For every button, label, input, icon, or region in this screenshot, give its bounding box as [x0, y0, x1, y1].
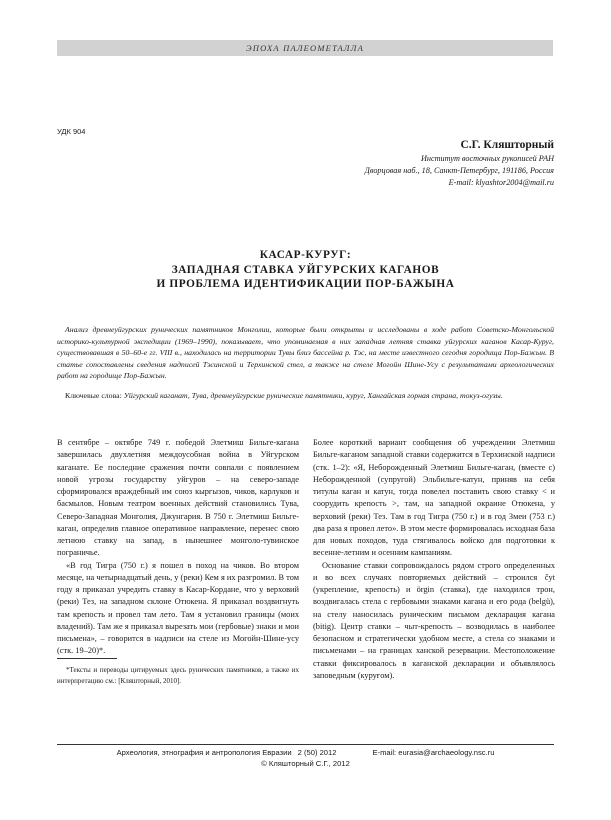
paragraph: «В год Тигра (750 г.) я пошел в поход на чиков. Во втором месяце, на четырнадцатый день, у (реки) Кем я их разгромил. В том году я приказал учредить ставку в Касар-Кордане, что у верховий (реки) Тез, на западном склоне Отюкена. Я приказал воздвигнуть там крепость и провел там лето. Там я установил границы (моих владений). Там же я приказал вырезать мои (гербовые) знаки и мои письмена», – говорится в надписи на стеле из Могойн-Шине-усу (стк. 19–20)*. — [57, 560, 299, 656]
journal-email: E-mail: eurasia@archaeology.nsc.ru — [372, 748, 495, 757]
affiliation-institute: Институт восточных рукописей РАН — [421, 154, 554, 163]
article-title — [57, 248, 554, 292]
section-header: ЭПОХА ПАЛЕОМЕТАЛЛА — [246, 43, 364, 53]
keywords-label: Ключевые слова: — [65, 391, 122, 400]
footer-divider — [57, 744, 554, 745]
abstract: Анализ древнеуйгурских рунических памятников Монголии, которые были открыты и исследованы в ходе работ Советско-Монгольской историко-культурной экспедиции (1969–1990), показывает, что упоминаемая в них западная летняя ставка уйгурских каганов Касар-Куруг, существовавшая в 50–60-е гг. VIII в., находилась на территории Тувы близ бассейна р. Тэс, на месте известного сегодня городища Пор-Бажын. В статье сопоставлены сведения надписей Тэсинской и Терхинской стел, а также на стеле Могойн Шине-Усу с результатами археологических работ на городище Пор-Бажын. — [57, 325, 554, 380]
author-affiliation — [365, 153, 554, 190]
copyright: © Кляшторный С.Г., 2012 — [261, 759, 350, 768]
journal-name: Археология, этнография и антропология Евразии — [116, 748, 292, 757]
paragraph: В сентябре – октябре 749 г. победой Элетмиш Бильге-кагана завершилась двухлетняя междоусобная война в Уйгурском каганате. Ее последние сражения почти совпали с появлением новой угрозы государству уйгуров – на северо-западе сформировался враждебный им союз кыргызов, чиков, карлуков и басмылов. Новым театром военных действий становились Тува, Северо-Западная Монголия, Джунгария. В 750 г. Элетмиш Бильге-каган, определив главное оперативное направление, перенес свою летнюю ставку на запад, в нынешнее монголо-тувинское пограничье. — [57, 438, 299, 558]
keywords — [57, 390, 554, 402]
footnote: *Тексты и переводы цитируемых здесь рунических памятников, а также их интерпретацию см.: [Кляшторный, 2010]. — [57, 666, 299, 685]
title-line: ЗАПАДНАЯ СТАВКА УЙГУРСКИХ КАГАНОВ — [171, 263, 440, 276]
affiliation-address: Дворцовая наб., 18, Санкт-Петербург, 191186, Россия — [364, 166, 554, 176]
right-column — [313, 437, 555, 682]
section-header-bar — [57, 40, 553, 56]
left-column — [57, 437, 299, 658]
paragraph: Более короткий вариант сообщения об учреждении Элетмиш Бильге-каганом западной ставки содержится в Терхинской надписи (стк. 1–2): «Я, Неборожденный Элетмиш Бильге-каган, (вместе с) Неборожденной (супругой) Эльбильге-катун, приняв на себя титулы каган и катун, тогда повелел поставить свою ставку < и соорудить крепость >, там, на западной окраине Отюкена, у верховий (реки) Тез. Там в год Тигра (750 г.) и в год Змеи (753 г.) два раза я провел лето». В этом месте формировалась исходная база для новых походов, туда стягивалось войско для подготовки к весенне-летним и осенним кампаниям. — [313, 438, 555, 558]
journal-issue: 2 (50) 2012 — [297, 748, 337, 757]
title-line: КАСАР-КУРУГ: — [259, 249, 352, 261]
affiliation-email: E-mail: klyashtor2004@mail.ru — [448, 178, 554, 188]
udk-code: УДК 904 — [57, 127, 86, 136]
footer-journal-line — [57, 748, 554, 757]
paragraph: Основание ставки сопровождалось рядом строго определенных и во всех случаях повторяемых действий – строился čyt (укрепление, крепость) и örgin (ставка), где находился трон, воздвигалась стела с гербовыми знаками кагана и его рода (belgü), на стелу наносилась руническим письмом декларация кагана (bitig). Центр ставки – чыт-крепость – возводилась в наиболее безопасном и стратегически удобном месте, а стела со знаками и письменами – на границах ханской резервации. Местоположение ставки фиксировалось в каганской декларации и объявлялось заповедным (куруғом). — [313, 560, 555, 680]
keywords-value: Уйгурский каганат, Тува, древнеуйгурские рунические памятники, куруг, Хангайская горная страна, токуз-огузы. — [123, 391, 503, 400]
title-line: И ПРОБЛЕМА ИДЕНТИФИКАЦИИ ПОР-БАЖЫНА — [156, 278, 455, 290]
author-name: С.Г. Кляшторный — [460, 139, 554, 151]
footnote-divider — [57, 658, 117, 659]
